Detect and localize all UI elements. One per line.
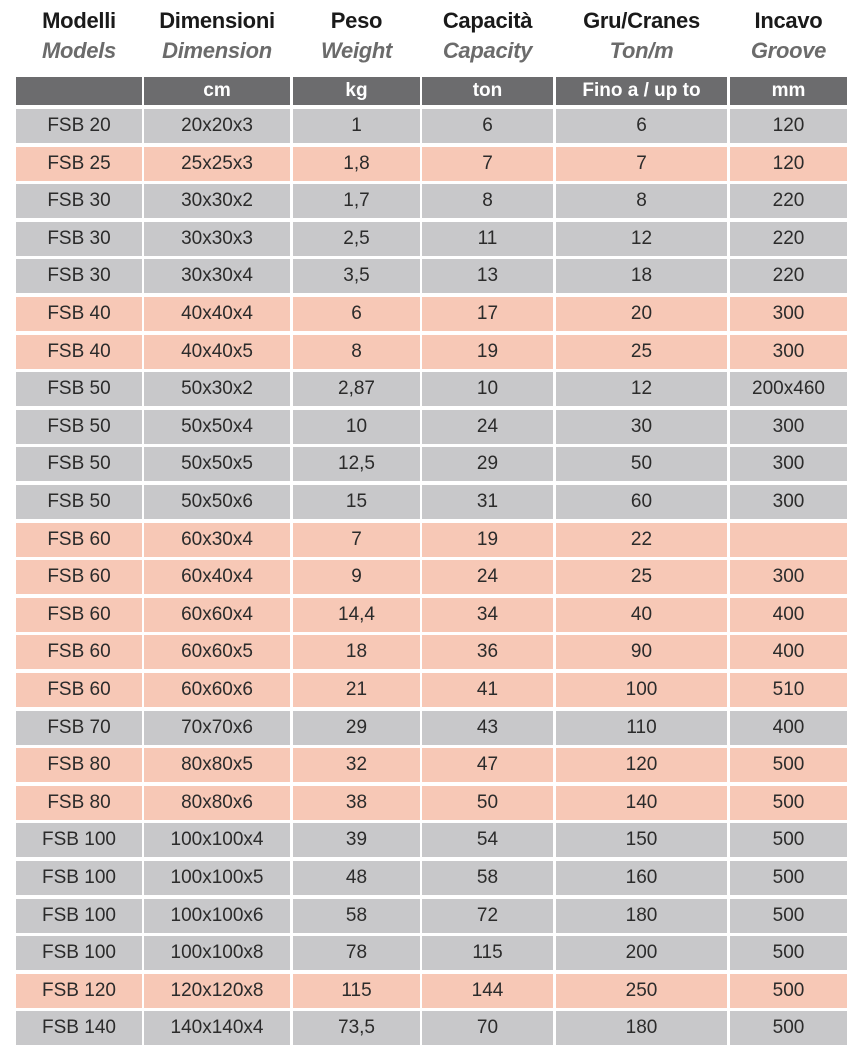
cell-model: FSB 30 [16, 222, 142, 256]
table-row [0, 184, 858, 218]
cell-weight: 48 [293, 861, 420, 895]
cell-weight: 14,4 [293, 598, 420, 632]
cell-weight: 2,5 [293, 222, 420, 256]
cell-model: FSB 50 [16, 410, 142, 444]
table-row [0, 786, 858, 820]
cell-weight: 2,87 [293, 372, 420, 406]
cell-dimension: 80x80x5 [144, 748, 290, 782]
cell-weight: 78 [293, 936, 420, 970]
table-row [0, 523, 858, 557]
cell-groove: 500 [730, 974, 847, 1008]
cell-model: FSB 100 [16, 936, 142, 970]
cell-weight: 6 [293, 297, 420, 331]
cell-cranes: 110 [556, 711, 727, 745]
cell-model: FSB 60 [16, 560, 142, 594]
table-row [0, 861, 858, 895]
table-row [0, 711, 858, 745]
cell-groove: 120 [730, 147, 847, 181]
table-row [0, 335, 858, 369]
cell-groove: 300 [730, 335, 847, 369]
cell-cranes: 18 [556, 259, 727, 293]
cell-model: FSB 120 [16, 974, 142, 1008]
cell-capacity: 54 [422, 823, 553, 857]
cell-dimension: 40x40x5 [144, 335, 290, 369]
cell-model: FSB 30 [16, 259, 142, 293]
cell-dimension: 100x100x8 [144, 936, 290, 970]
table-row [0, 673, 858, 707]
cell-groove: 300 [730, 485, 847, 519]
cell-cranes: 100 [556, 673, 727, 707]
cell-weight: 32 [293, 748, 420, 782]
cell-dimension: 40x40x4 [144, 297, 290, 331]
cell-groove: 500 [730, 1011, 847, 1045]
cell-dimension: 25x25x3 [144, 147, 290, 181]
cell-groove: 400 [730, 598, 847, 632]
cell-groove: 300 [730, 297, 847, 331]
cell-groove: 510 [730, 673, 847, 707]
cell-capacity: 50 [422, 786, 553, 820]
cell-cranes: 160 [556, 861, 727, 895]
cell-weight: 1,8 [293, 147, 420, 181]
cell-groove: 220 [730, 184, 847, 218]
table-row [0, 410, 858, 444]
cell-weight: 58 [293, 899, 420, 933]
cell-model: FSB 40 [16, 297, 142, 331]
header-models-it: Modelli [42, 8, 116, 33]
header-weight-en: Weight [320, 38, 393, 63]
cell-model: FSB 140 [16, 1011, 142, 1045]
cell-capacity: 34 [422, 598, 553, 632]
cell-dimension: 80x80x6 [144, 786, 290, 820]
table-row [0, 1011, 858, 1045]
cell-capacity: 24 [422, 560, 553, 594]
cell-capacity: 41 [422, 673, 553, 707]
unit-models [16, 77, 142, 105]
cell-dimension: 50x50x6 [144, 485, 290, 519]
cell-dimension: 60x30x4 [144, 523, 290, 557]
cell-dimension: 120x120x8 [144, 974, 290, 1008]
cell-dimension: 20x20x3 [144, 109, 290, 143]
table-row [0, 372, 858, 406]
cell-weight: 39 [293, 823, 420, 857]
cell-model: FSB 25 [16, 147, 142, 181]
cell-weight: 21 [293, 673, 420, 707]
cell-cranes: 40 [556, 598, 727, 632]
unit-capacity: ton [422, 77, 553, 105]
header-models [16, 6, 142, 66]
cell-capacity: 115 [422, 936, 553, 970]
cell-capacity: 11 [422, 222, 553, 256]
cell-model: FSB 20 [16, 109, 142, 143]
header-dimension-it: Dimensioni [159, 8, 275, 33]
cell-model: FSB 60 [16, 598, 142, 632]
cell-cranes: 8 [556, 184, 727, 218]
cell-groove: 500 [730, 786, 847, 820]
cell-model: FSB 100 [16, 861, 142, 895]
cell-model: FSB 60 [16, 523, 142, 557]
cell-dimension: 60x60x4 [144, 598, 290, 632]
table-row [0, 297, 858, 331]
table-row [0, 259, 858, 293]
cell-cranes: 12 [556, 222, 727, 256]
cell-weight: 10 [293, 410, 420, 444]
table-row [0, 748, 858, 782]
cell-model: FSB 50 [16, 485, 142, 519]
unit-groove: mm [730, 77, 847, 105]
cell-cranes: 90 [556, 635, 727, 669]
cell-groove: 500 [730, 748, 847, 782]
cell-dimension: 60x60x6 [144, 673, 290, 707]
cell-cranes: 22 [556, 523, 727, 557]
cell-model: FSB 30 [16, 184, 142, 218]
table-row [0, 560, 858, 594]
cell-capacity: 144 [422, 974, 553, 1008]
cell-weight: 7 [293, 523, 420, 557]
cell-capacity: 72 [422, 899, 553, 933]
header-groove [730, 6, 847, 66]
header-cranes-en: Ton/m [609, 38, 674, 63]
cell-weight: 1,7 [293, 184, 420, 218]
header-weight-it: Peso [330, 8, 383, 33]
cell-model: FSB 80 [16, 748, 142, 782]
header-weight [293, 6, 420, 66]
cell-groove: 120 [730, 109, 847, 143]
cell-cranes: 25 [556, 335, 727, 369]
cell-weight: 9 [293, 560, 420, 594]
header-cranes [556, 6, 727, 66]
cell-groove: 500 [730, 823, 847, 857]
cell-capacity: 10 [422, 372, 553, 406]
cell-model: FSB 40 [16, 335, 142, 369]
table-row [0, 598, 858, 632]
header-dimension-en: Dimension [162, 38, 272, 63]
cell-cranes: 25 [556, 560, 727, 594]
cell-dimension: 30x30x4 [144, 259, 290, 293]
table-header [0, 6, 858, 72]
cell-capacity: 8 [422, 184, 553, 218]
cell-cranes: 12 [556, 372, 727, 406]
cell-weight: 115 [293, 974, 420, 1008]
header-capacity [422, 6, 553, 66]
cell-capacity: 31 [422, 485, 553, 519]
table-row [0, 823, 858, 857]
table-row [0, 109, 858, 143]
cell-capacity: 36 [422, 635, 553, 669]
cell-cranes: 140 [556, 786, 727, 820]
cell-dimension: 30x30x2 [144, 184, 290, 218]
cell-cranes: 7 [556, 147, 727, 181]
cell-weight: 38 [293, 786, 420, 820]
cell-groove: 300 [730, 560, 847, 594]
cell-dimension: 50x50x4 [144, 410, 290, 444]
cell-weight: 73,5 [293, 1011, 420, 1045]
cell-groove: 500 [730, 936, 847, 970]
cell-model: FSB 70 [16, 711, 142, 745]
cell-model: FSB 60 [16, 673, 142, 707]
cell-groove: 200x460 [730, 372, 847, 406]
cell-capacity: 24 [422, 410, 553, 444]
cell-dimension: 50x30x2 [144, 372, 290, 406]
cell-capacity: 7 [422, 147, 553, 181]
table-row [0, 899, 858, 933]
table-row [0, 974, 858, 1008]
table-row [0, 635, 858, 669]
cell-model: FSB 50 [16, 447, 142, 481]
cell-cranes: 200 [556, 936, 727, 970]
cell-cranes: 180 [556, 899, 727, 933]
units-row [0, 77, 858, 105]
cell-capacity: 58 [422, 861, 553, 895]
cell-model: FSB 60 [16, 635, 142, 669]
header-capacity-en: Capacity [442, 38, 533, 63]
header-capacity-it: Capacità [442, 8, 533, 33]
cell-dimension: 100x100x4 [144, 823, 290, 857]
cell-cranes: 50 [556, 447, 727, 481]
header-groove-it: Incavo [754, 8, 823, 33]
table-row [0, 222, 858, 256]
unit-dimension: cm [144, 77, 290, 105]
cell-cranes: 250 [556, 974, 727, 1008]
cell-capacity: 70 [422, 1011, 553, 1045]
cell-groove: 500 [730, 899, 847, 933]
cell-dimension: 50x50x5 [144, 447, 290, 481]
cell-capacity: 17 [422, 297, 553, 331]
cell-model: FSB 80 [16, 786, 142, 820]
cell-cranes: 150 [556, 823, 727, 857]
cell-capacity: 6 [422, 109, 553, 143]
cell-dimension: 140x140x4 [144, 1011, 290, 1045]
cell-capacity: 43 [422, 711, 553, 745]
cell-capacity: 29 [422, 447, 553, 481]
cell-weight: 12,5 [293, 447, 420, 481]
cell-dimension: 70x70x6 [144, 711, 290, 745]
cell-weight: 8 [293, 335, 420, 369]
cell-dimension: 30x30x3 [144, 222, 290, 256]
cell-cranes: 30 [556, 410, 727, 444]
header-cranes-it: Gru/Cranes [583, 8, 700, 33]
table-row [0, 485, 858, 519]
cell-groove: 220 [730, 259, 847, 293]
cell-dimension: 100x100x5 [144, 861, 290, 895]
cell-cranes: 180 [556, 1011, 727, 1045]
cell-cranes: 120 [556, 748, 727, 782]
cell-dimension: 100x100x6 [144, 899, 290, 933]
cell-weight: 29 [293, 711, 420, 745]
cell-cranes: 60 [556, 485, 727, 519]
cell-dimension: 60x60x5 [144, 635, 290, 669]
header-groove-en: Groove [750, 38, 827, 63]
header-models-en: Models [42, 38, 116, 63]
cell-capacity: 19 [422, 523, 553, 557]
cell-model: FSB 100 [16, 899, 142, 933]
cell-model: FSB 100 [16, 823, 142, 857]
cell-weight: 18 [293, 635, 420, 669]
cell-weight: 1 [293, 109, 420, 143]
cell-weight: 15 [293, 485, 420, 519]
unit-weight: kg [293, 77, 420, 105]
cell-weight: 3,5 [293, 259, 420, 293]
cell-groove: 300 [730, 410, 847, 444]
table-row [0, 447, 858, 481]
cell-groove: 500 [730, 861, 847, 895]
table-row [0, 936, 858, 970]
cell-groove [730, 523, 847, 557]
cell-capacity: 13 [422, 259, 553, 293]
table-row [0, 147, 858, 181]
cell-model: FSB 50 [16, 372, 142, 406]
cell-capacity: 19 [422, 335, 553, 369]
cell-groove: 300 [730, 447, 847, 481]
cell-groove: 400 [730, 635, 847, 669]
cell-cranes: 6 [556, 109, 727, 143]
cell-dimension: 60x40x4 [144, 560, 290, 594]
cell-groove: 400 [730, 711, 847, 745]
header-dimension [144, 6, 290, 66]
unit-cranes: Fino a / up to [556, 77, 727, 105]
cell-cranes: 20 [556, 297, 727, 331]
cell-capacity: 47 [422, 748, 553, 782]
cell-groove: 220 [730, 222, 847, 256]
